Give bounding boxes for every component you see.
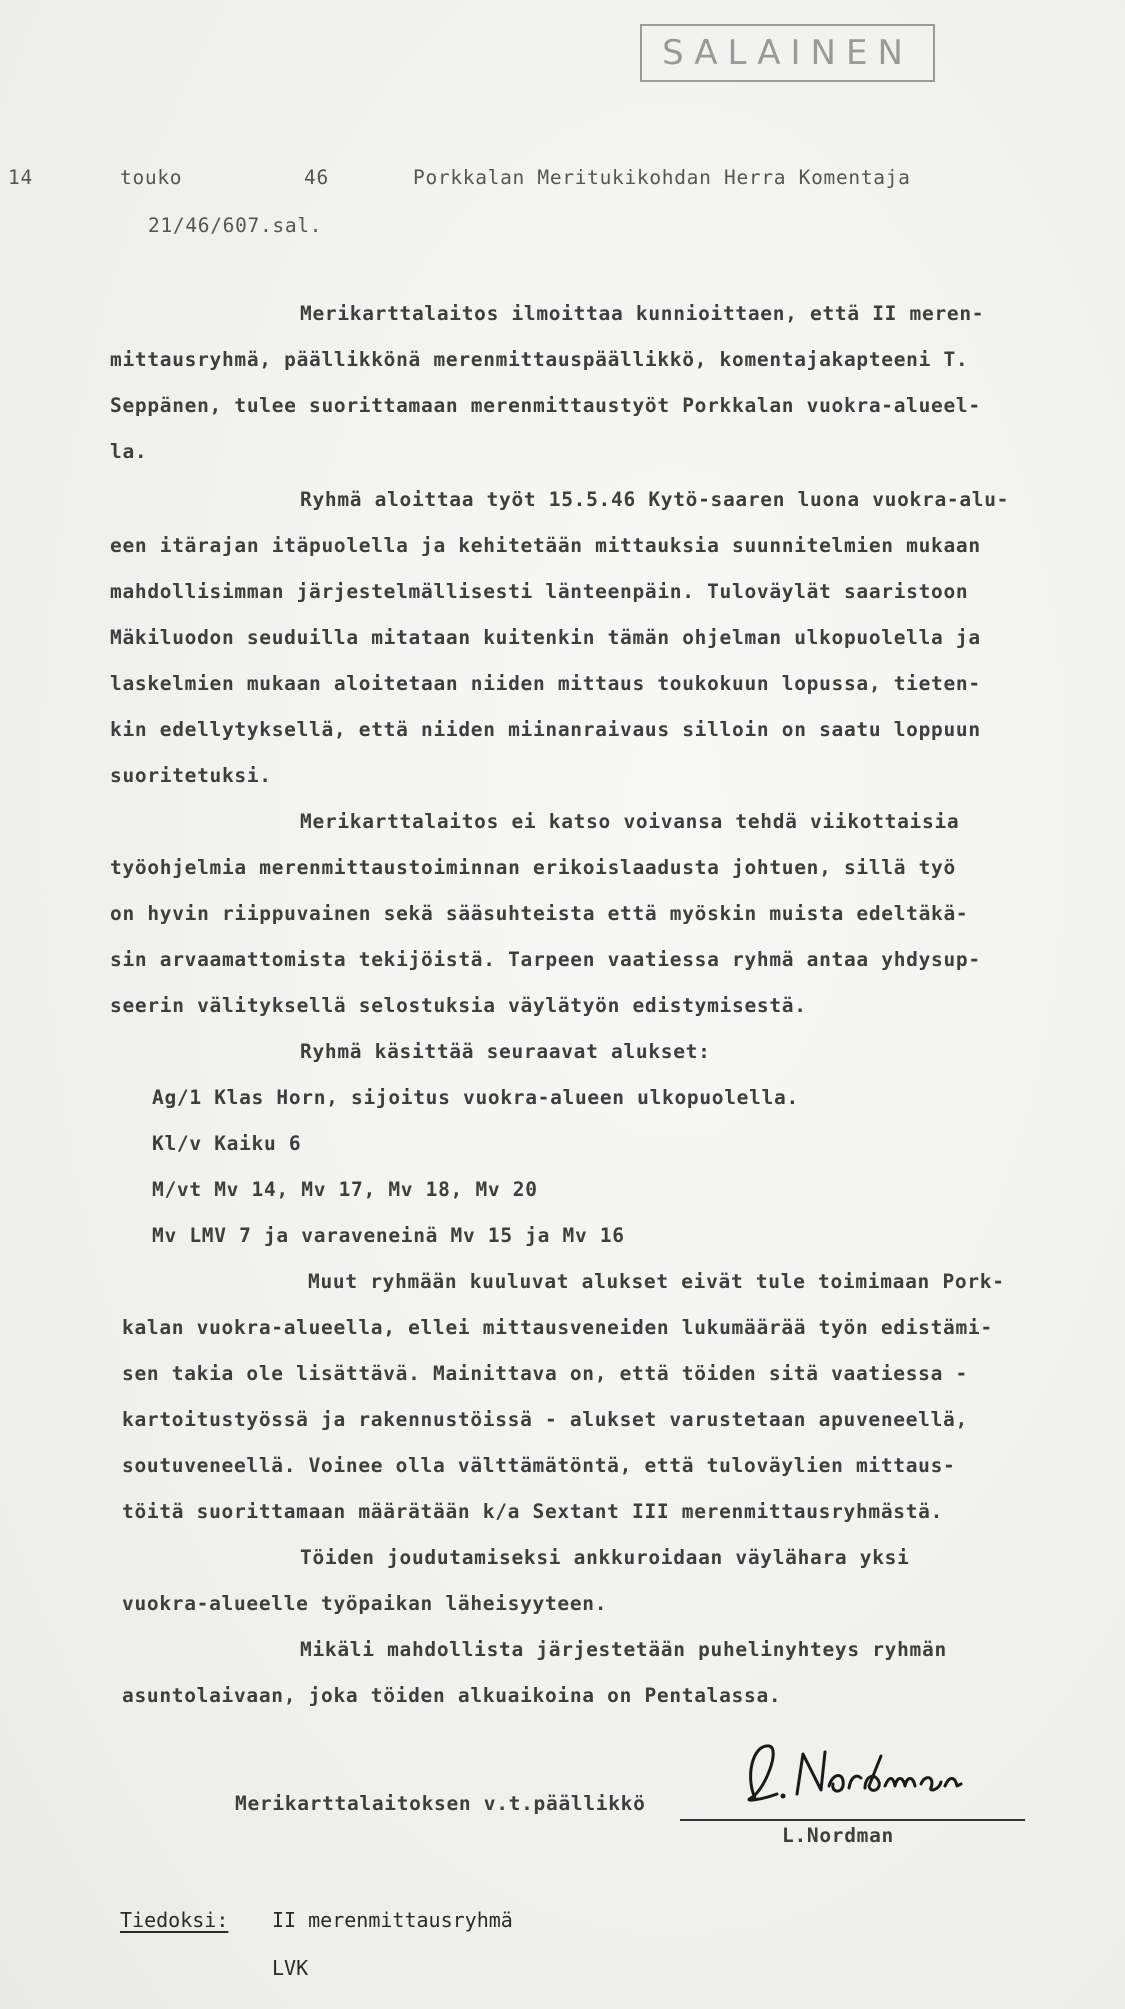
text-line: kalan vuokra-alueella, ellei mittausveneiden lukumäärää työn edistämi- xyxy=(122,1316,993,1339)
text-line: Mikäli mahdollista järjestetään puhelinyhteys ryhmän xyxy=(300,1638,947,1661)
text-line: asuntolaivaan, joka töiden alkuaikoina on Pentalassa. xyxy=(122,1684,782,1707)
text-line: soutuveneellä. Voinee olla välttämätöntä, että tuloväylien mittaus- xyxy=(122,1454,956,1477)
vessel-item: Mv LMV 7 ja varaveneinä Mv 15 ja Mv 16 xyxy=(152,1224,625,1247)
signature-scribble-icon xyxy=(725,1736,985,1816)
date-day: 14 xyxy=(8,166,33,189)
vessel-item: M/vt Mv 14, Mv 17, Mv 18, Mv 20 xyxy=(152,1178,538,1201)
text-line: Ryhmä käsittää seuraavat alukset: xyxy=(300,1040,711,1063)
text-line: laskelmien mukaan aloitetaan niiden mittaus toukokuun lopussa, tieten- xyxy=(110,672,981,695)
text-line: Ryhmä aloittaa työt 15.5.46 Kytö-saaren luona vuokra-alu- xyxy=(300,488,1010,511)
text-line: een itärajan itäpuolella ja kehitetään mittauksia suunnitelmien mukaan xyxy=(110,534,981,557)
text-line: sin arvaamattomista tekijöistä. Tarpeen vaatiessa ryhmä antaa yhdysup- xyxy=(110,948,981,971)
signatory-title: Merikarttalaitoksen v.t.päällikkö xyxy=(235,1792,646,1815)
vessel-item: Ag/1 Klas Horn, sijoitus vuokra-alueen ulkopuolella. xyxy=(152,1086,799,1109)
cc-recipient: II merenmittausryhmä xyxy=(272,1908,513,1932)
text-line: Merikarttalaitos ei katso voivansa tehdä viikottaisia xyxy=(300,810,960,833)
signatory-name: L.Nordman xyxy=(782,1824,894,1847)
signature-line xyxy=(680,1819,1025,1821)
text-line: työohjelmia merenmittaustoiminnan erikoislaadusta johtuen, sillä työ xyxy=(110,856,956,879)
handwritten-signature xyxy=(725,1736,985,1820)
recipient: Porkkalan Meritukikohdan Herra Komentaja xyxy=(413,166,911,189)
text-line: Seppänen, tulee suorittamaan merenmittaustyöt Porkkalan vuokra-alueel- xyxy=(110,394,981,417)
text-line: la. xyxy=(110,440,148,463)
text-line: seerin välityksellä selostuksia väylätyön edistymisestä. xyxy=(110,994,807,1017)
date-year: 46 xyxy=(304,166,329,189)
text-line: suoritetuksi. xyxy=(110,764,272,787)
date-month: touko xyxy=(120,166,183,189)
text-line: vuokra-alueelle työpaikan läheisyyteen. xyxy=(122,1592,608,1615)
text-line: mittausryhmä, päällikkönä merenmittauspäällikkö, komentajakapteeni T. xyxy=(110,348,969,371)
text-line: Muut ryhmään kuuluvat alukset eivät tule toimimaan Pork- xyxy=(308,1270,1005,1293)
text-line: Mäkiluodon seuduilla mitataan kuitenkin tämän ohjelman ulkopuolella ja xyxy=(110,626,981,649)
vessel-item: Kl/v Kaiku 6 xyxy=(152,1132,302,1155)
classification-stamp: SALAINEN xyxy=(640,24,935,82)
text-line: on hyvin riippuvainen sekä sääsuhteista että myöskin muista edeltäkä- xyxy=(110,902,969,925)
text-line: Töiden joudutamiseksi ankkuroidaan väylähara yksi xyxy=(300,1546,910,1569)
text-line: töitä suorittamaan määrätään k/a Sextant III merenmittausryhmästä. xyxy=(122,1500,944,1523)
text-line: Merikarttalaitos ilmoittaa kunnioittaen, että II meren- xyxy=(300,302,985,325)
cc-label: Tiedoksi: xyxy=(120,1908,229,1932)
text-line: sen takia ole lisättävä. Mainittava on, että töiden sitä vaatiessa - xyxy=(122,1362,968,1385)
text-line: kartoitustyössä ja rakennustöissä - alukset varustetaan apuveneellä, xyxy=(122,1408,968,1431)
reference-number: 21/46/607.sal. xyxy=(148,214,323,237)
cc-recipient: LVK xyxy=(272,1956,309,1980)
text-line: kin edellytyksellä, että niiden miinanraivaus silloin on saatu loppuun xyxy=(110,718,981,741)
text-line: mahdollisimman järjestelmällisesti länteenpäin. Tuloväylät saaristoon xyxy=(110,580,969,603)
